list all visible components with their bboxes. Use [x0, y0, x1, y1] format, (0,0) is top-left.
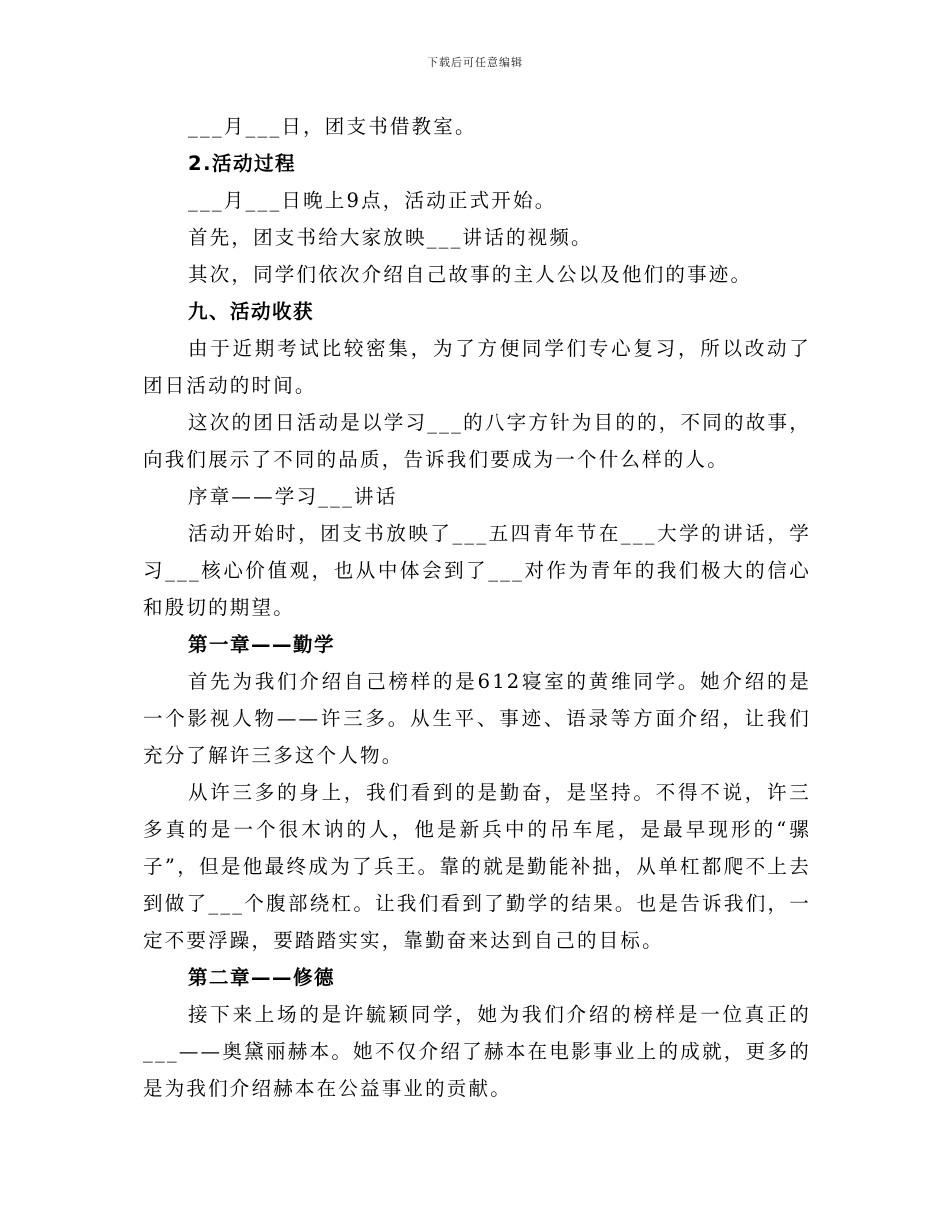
page-header: 下载后可任意编辑 [427, 56, 523, 69]
section-heading: 第一章——勤学 [188, 633, 336, 656]
paragraph: ___月___日，团支书借教室。 [188, 115, 477, 138]
section-heading: 第二章——修德 [188, 966, 336, 989]
paragraph: ___月___日晚上9点，活动正式开始。 [188, 189, 557, 212]
section-heading: 九、活动收获 [188, 300, 315, 323]
document-body [143, 108, 811, 1107]
paragraph: 从许三多的身上，我们看到的是勤奋，是坚持。不得不说，许三多真的是一个很木讷的人，他是新兵中的吊车尾，是最早现形的“骡子”，但是他最终成为了兵王。靠的就是勤能补拙，从单杠都爬不上去到做了___个腹部绕杠。让我们看到了勤学的结果。也是告诉我们，一定不要浮躁，要踏踏实实，靠勤奋来达到自己的目标。 [143, 781, 811, 952]
section-heading: 2.活动过程 [188, 152, 296, 175]
paragraph: 由于近期考试比较密集，为了方便同学们专心复习，所以改动了团日活动的时间。 [143, 337, 811, 397]
paragraph: 其次，同学们依次介绍自己故事的主人公以及他们的事迹。 [188, 263, 753, 286]
paragraph: 接下来上场的是许毓颖同学，她为我们介绍的榜样是一位真正的___——奥黛丽赫本。她不仅介绍了赫本在电影事业上的成就，更多的是为我们介绍赫本在公益事业的贡献。 [143, 1003, 811, 1100]
paragraph: 活动开始时，团支书放映了___五四青年节在___大学的讲话，学习___核心价值观，也从中体会到了___对作为青年的我们极大的信心和殷切的期望。 [143, 522, 811, 619]
paragraph: 这次的团日活动是以学习___的八字方针为目的的，不同的故事，向我们展示了不同的品质，告诉我们要成为一个什么样的人。 [143, 411, 811, 471]
paragraph: 首先为我们介绍自己榜样的是612寝室的黄维同学。她介绍的是一个影视人物——许三多。从生平、事迹、语录等方面介绍，让我们充分了解许三多这个人物。 [143, 670, 811, 767]
paragraph: 首先，团支书给大家放映___讲话的视频。 [188, 226, 593, 249]
paragraph: 序章——学习___讲话 [188, 485, 398, 508]
